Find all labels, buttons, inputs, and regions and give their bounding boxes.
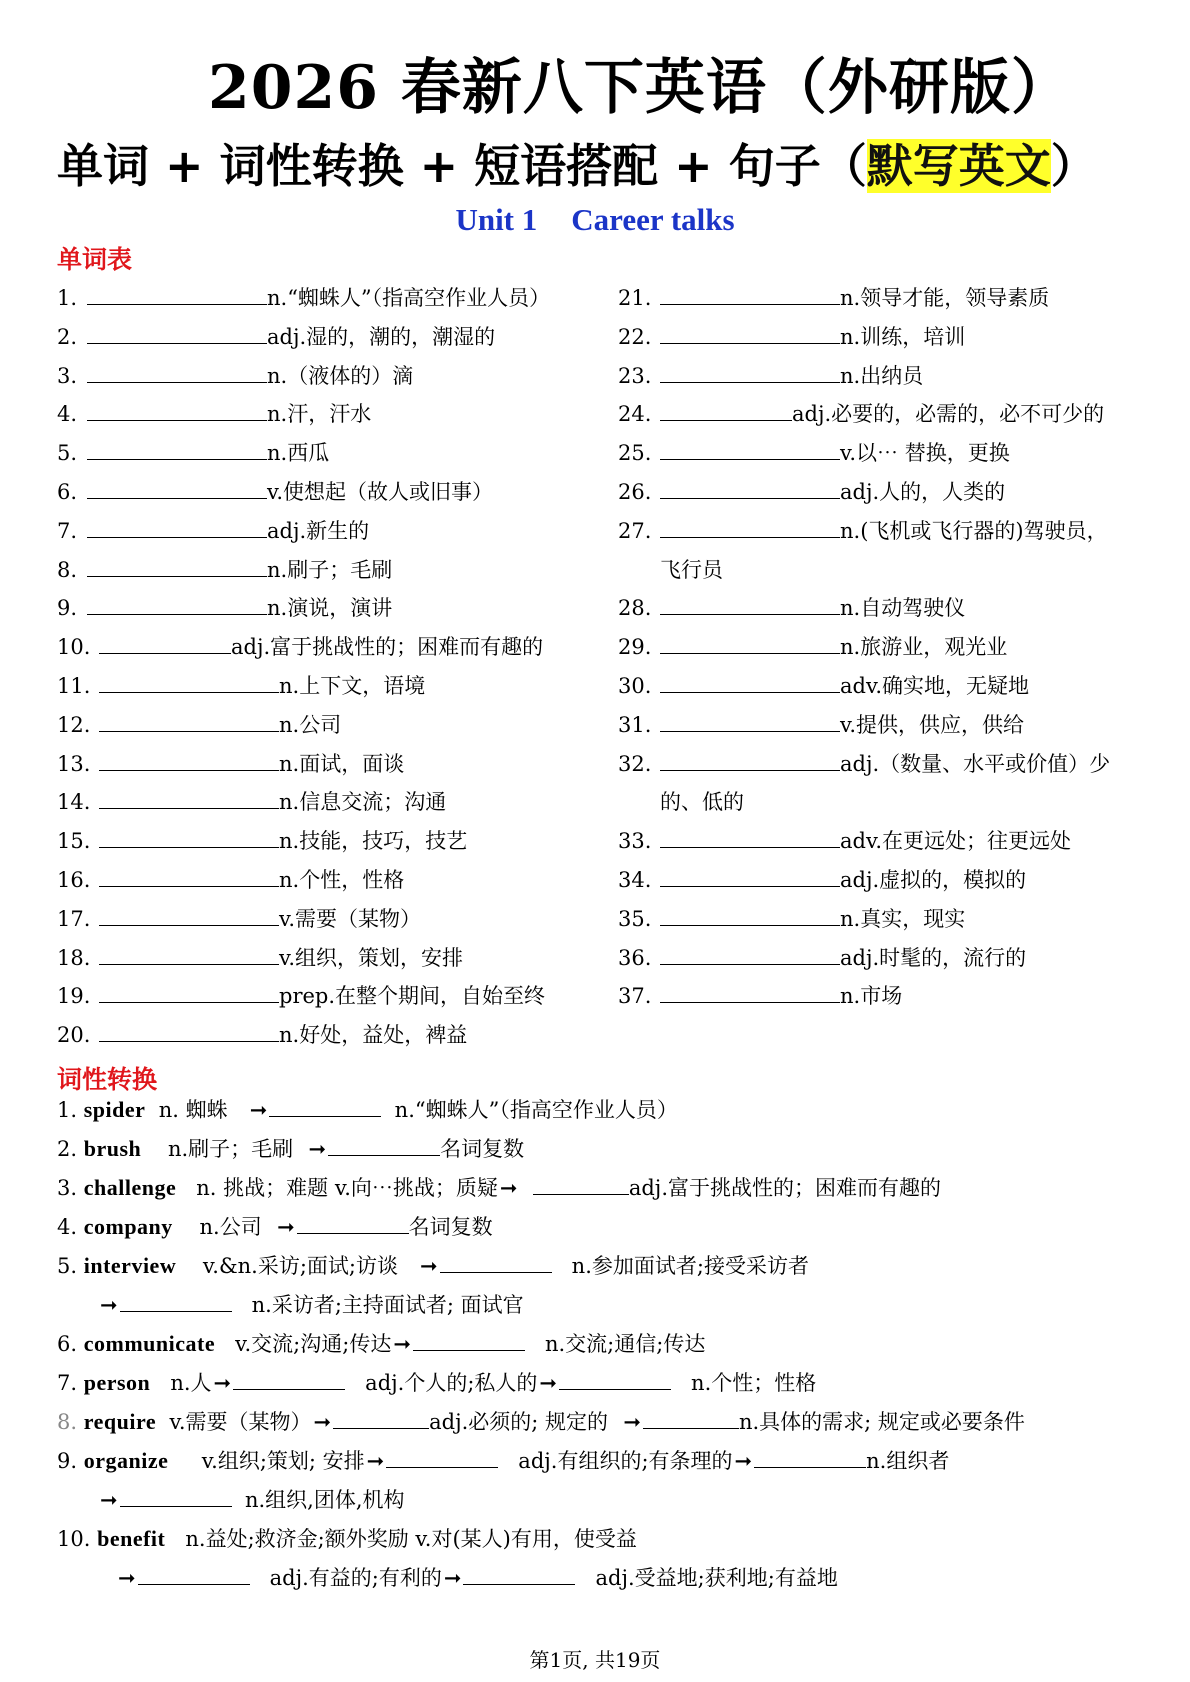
word-form-item-9: 9. organize v.组织;策划; 安排➞ adj.有组织的;有条理的➞ n.组织者 xyxy=(57,1442,949,1480)
word-form-item-8: 8. require v.需要（某物）➞ adj.必须的; 规定的 ➞ n.具体的需求; 规定或必要条件 xyxy=(57,1403,1025,1441)
vocab-definition: n.出纳员 xyxy=(840,363,924,388)
vocab-item xyxy=(618,862,1026,898)
vocab-number: 32. xyxy=(618,751,652,776)
vocab-definition: n.市场 xyxy=(840,984,903,1009)
arrow-icon: ➞ xyxy=(313,1410,332,1434)
word-form-item-9-cont: ➞ n.组织,团体,机构 xyxy=(98,1481,405,1519)
arrow-icon: ➞ xyxy=(499,1176,518,1200)
vocab-item xyxy=(57,435,329,471)
vocab-item xyxy=(57,746,404,782)
vocab-definition: v.使想起（故人或旧事） xyxy=(267,480,494,504)
answer-blank[interactable] xyxy=(87,396,267,421)
answer-blank[interactable] xyxy=(87,552,267,577)
vocab-item xyxy=(618,435,1010,471)
vocab-item xyxy=(618,823,1071,859)
word-form-item-5-cont: ➞ n.采访者;主持面试者; 面试官 xyxy=(98,1286,524,1324)
vocab-definition: n.(飞机或飞行器的)驾驶员， xyxy=(840,518,1108,543)
vocab-definition: adj.必要的，必需的，必不可少的 xyxy=(792,402,1105,427)
answer-blank[interactable] xyxy=(463,1560,575,1585)
vocab-item xyxy=(618,978,902,1014)
vocab-definition: prep.在整个期间，自始至终 xyxy=(279,984,546,1009)
answer-blank[interactable] xyxy=(120,1287,232,1312)
vocab-item xyxy=(57,940,463,976)
vocab-number: 34. xyxy=(618,868,652,892)
vocab-definition-continued: 的、低的 xyxy=(660,790,744,815)
word-form-item-10: 10. benefit n.益处;救济金;额外奖励 v.对(某人)有用，使受益 xyxy=(57,1526,637,1551)
vocab-item xyxy=(57,668,425,704)
arrow-icon: ➞ xyxy=(734,1449,753,1473)
answer-blank[interactable] xyxy=(333,1404,429,1429)
answer-blank[interactable] xyxy=(754,1443,866,1468)
vocab-number: 31. xyxy=(618,712,652,737)
vocab-definition-continued: 飞行员 xyxy=(660,557,723,582)
word-form-section-heading: 词性转换 xyxy=(57,1065,158,1094)
vocab-definition: v.组织，策划，安排 xyxy=(279,945,464,970)
vocab-definition: v.以⋯ 替换，更换 xyxy=(840,441,1010,466)
answer-blank[interactable] xyxy=(660,978,840,1003)
arrow-icon: ➞ xyxy=(308,1137,327,1161)
answer-blank[interactable] xyxy=(660,823,840,848)
arrow-icon: ➞ xyxy=(623,1410,641,1434)
vocab-number: 13. xyxy=(57,751,91,776)
answer-blank[interactable] xyxy=(660,707,840,732)
answer-blank[interactable] xyxy=(99,746,279,771)
vocab-number: 30. xyxy=(618,674,652,698)
vocab-item xyxy=(57,280,550,316)
vocab-number: 20. xyxy=(57,1023,91,1048)
answer-blank[interactable] xyxy=(99,1017,279,1042)
vocab-number: 26. xyxy=(618,480,652,504)
vocab-definition: n.自动驾驶仪 xyxy=(840,596,966,621)
answer-blank[interactable] xyxy=(297,1209,409,1234)
arrow-icon: ➞ xyxy=(100,1488,118,1512)
vocab-number: 29. xyxy=(618,635,652,660)
vocab-definition: adv.在更远处；往更远处 xyxy=(840,829,1072,854)
vocab-number: 21. xyxy=(618,286,652,310)
vocab-definition: adj.（数量、水平或价值）少 xyxy=(840,751,1111,776)
arrow-icon: ➞ xyxy=(249,1098,268,1122)
answer-blank[interactable] xyxy=(643,1404,739,1429)
vocab-item xyxy=(618,319,965,355)
vocab-definition: n.公司 xyxy=(279,712,342,737)
vocab-number: 24. xyxy=(618,402,652,427)
answer-blank[interactable] xyxy=(138,1560,250,1585)
vocab-definition: n.面试，面谈 xyxy=(279,751,405,776)
answer-blank[interactable] xyxy=(660,862,840,887)
vocab-item xyxy=(618,396,1104,432)
arrow-icon: ➞ xyxy=(539,1371,558,1395)
answer-blank[interactable] xyxy=(87,280,267,305)
answer-blank[interactable] xyxy=(99,784,279,809)
vocab-definition: adj.湿的，潮的，潮湿的 xyxy=(267,324,496,349)
answer-blank[interactable] xyxy=(660,435,840,460)
answer-blank[interactable] xyxy=(660,280,840,305)
answer-blank[interactable] xyxy=(99,668,279,693)
vocab-number: 27. xyxy=(618,518,652,543)
vocab-definition: v.需要（某物） xyxy=(279,906,422,931)
arrow-icon: ➞ xyxy=(420,1254,438,1278)
vocab-number: 14. xyxy=(57,790,91,815)
arrow-icon: ➞ xyxy=(118,1566,136,1590)
answer-blank[interactable] xyxy=(99,978,279,1003)
arrow-icon: ➞ xyxy=(277,1215,295,1239)
word-form-item-7: 7. person n.人➞ adj.个人的;私人的➞ n.个性；性格 xyxy=(57,1364,816,1402)
vocab-item xyxy=(618,707,1024,743)
vocab-item xyxy=(618,358,923,394)
vocab-item xyxy=(57,978,545,1014)
vocab-definition: v.提供，供应，供给 xyxy=(840,712,1025,737)
answer-blank[interactable] xyxy=(99,707,279,732)
word-form-item-3: 3. challenge n. 挑战；难题 v.向⋯挑战；质疑➞ adj.富于挑战性的；困难而有趣的 xyxy=(57,1169,941,1207)
vocab-number: 15. xyxy=(57,829,91,854)
vocab-number: 5. xyxy=(57,441,78,466)
vocab-number: 25. xyxy=(618,441,652,466)
vocab-number: 8. xyxy=(57,557,78,582)
vocab-item xyxy=(618,590,965,626)
answer-blank[interactable] xyxy=(660,396,792,421)
vocab-number: 23. xyxy=(618,363,652,388)
vocab-definition: n.上下文，语境 xyxy=(279,674,426,698)
vocab-number: 18. xyxy=(57,945,91,970)
answer-blank[interactable] xyxy=(269,1092,381,1117)
vocab-item xyxy=(57,358,413,394)
arrow-icon: ➞ xyxy=(213,1371,232,1395)
vocab-definition: n.信息交流；沟通 xyxy=(279,790,447,815)
vocab-item xyxy=(57,707,341,743)
answer-blank[interactable] xyxy=(87,435,267,460)
answer-blank[interactable] xyxy=(660,746,840,771)
vocab-item xyxy=(618,746,1110,782)
word-form-item-6: 6. communicate v.交流;沟通;传达➞ n.交流;通信;传达 xyxy=(57,1325,705,1363)
answer-blank[interactable] xyxy=(660,590,840,615)
answer-blank[interactable] xyxy=(660,513,840,538)
answer-blank[interactable] xyxy=(87,474,267,499)
vocab-number: 9. xyxy=(57,596,78,621)
answer-blank[interactable] xyxy=(660,319,840,344)
vocab-item xyxy=(57,784,446,820)
arrow-icon: ➞ xyxy=(443,1566,462,1590)
vocab-definition: n.“蜘蛛人”（指高空作业人员） xyxy=(267,286,551,310)
answer-blank[interactable] xyxy=(87,590,267,615)
vocab-number: 7. xyxy=(57,518,78,543)
vocab-definition: n.训练，培训 xyxy=(840,324,966,349)
vocab-item xyxy=(618,474,1005,510)
vocab-definition: n.旅游业，观光业 xyxy=(840,635,1008,660)
vocab-item xyxy=(618,901,965,937)
word-form-item-5: 5. interview v.&n.采访;面试;访谈 ➞ n.参加面试者;接受采访者 xyxy=(57,1247,809,1285)
vocab-number: 1. xyxy=(57,286,78,310)
vocab-number: 33. xyxy=(618,829,652,854)
vocab-number: 22. xyxy=(618,324,652,349)
arrow-icon: ➞ xyxy=(100,1293,118,1317)
word-form-item-10-cont: ➞ adj.有益的;有利的➞ adj.受益地;获利地;有益地 xyxy=(116,1559,838,1597)
answer-blank[interactable] xyxy=(660,940,840,965)
arrow-icon: ➞ xyxy=(393,1332,411,1356)
vocab-item xyxy=(618,668,1029,704)
vocab-definition: n.刷子；毛刷 xyxy=(267,557,393,582)
answer-blank[interactable] xyxy=(533,1170,629,1195)
vocab-item xyxy=(57,1017,467,1053)
vocab-number: 17. xyxy=(57,906,91,931)
vocab-item xyxy=(57,552,392,588)
word-form-item-4: 4. company n.公司 ➞ 名词复数 xyxy=(57,1208,493,1246)
vocab-definition: n.西瓜 xyxy=(267,441,330,466)
subtitle-highlight: 默写英文 xyxy=(866,139,1051,193)
vocab-number: 16. xyxy=(57,868,91,892)
answer-blank[interactable] xyxy=(99,901,279,926)
unit-heading: Unit 1 Career talks xyxy=(455,202,735,237)
vocab-number: 12. xyxy=(57,712,91,737)
vocab-definition: n.真实，现实 xyxy=(840,906,966,931)
vocab-item xyxy=(57,901,421,937)
vocab-item xyxy=(57,823,467,859)
vocab-item xyxy=(618,629,1007,665)
vocab-definition: adj.富于挑战性的；困难而有趣的 xyxy=(231,635,544,660)
vocab-definition: adj.新生的 xyxy=(267,518,370,543)
vocab-number: 19. xyxy=(57,984,91,1009)
vocab-item xyxy=(57,396,371,432)
arrow-icon: ➞ xyxy=(366,1449,385,1473)
vocab-definition: n.汗，汗水 xyxy=(267,402,372,427)
vocab-item xyxy=(618,513,1108,549)
vocab-item xyxy=(57,629,543,665)
vocab-number: 2. xyxy=(57,324,78,349)
vocab-definition: adj.人的，人类的 xyxy=(840,480,1006,504)
answer-blank[interactable] xyxy=(660,668,840,693)
vocab-definition: n.技能，技巧，技艺 xyxy=(279,829,468,854)
vocab-definition: n.好处，益处，裨益 xyxy=(279,1023,468,1048)
word-form-item-1: 1. spider n. 蜘蛛 ➞ n.“蜘蛛人”（指高空作业人员） xyxy=(57,1091,678,1129)
vocab-number: 37. xyxy=(618,984,652,1009)
vocab-definition: adj.时髦的，流行的 xyxy=(840,945,1027,970)
page-subtitle: 单词 + 词性转换 + 短语搭配 + 句子（默写英文） xyxy=(57,139,1097,193)
answer-blank[interactable] xyxy=(99,823,279,848)
vocab-item xyxy=(57,590,392,626)
vocab-number: 36. xyxy=(618,945,652,970)
answer-blank[interactable] xyxy=(87,319,267,344)
vocab-number: 28. xyxy=(618,596,652,621)
vocab-item xyxy=(57,862,404,898)
vocab-definition: n.领导才能，领导素质 xyxy=(840,286,1050,310)
vocab-number: 11. xyxy=(57,674,91,698)
vocab-section-heading: 单词表 xyxy=(57,245,133,274)
answer-blank[interactable] xyxy=(328,1131,440,1156)
answer-blank[interactable] xyxy=(233,1365,345,1390)
answer-blank[interactable] xyxy=(660,901,840,926)
answer-blank[interactable] xyxy=(660,358,840,383)
vocab-definition: n.（液体的）滴 xyxy=(267,363,414,388)
page-title: 2026 春新八下英语（外研版） xyxy=(208,53,1072,123)
vocab-definition: adv.确实地，无疑地 xyxy=(840,674,1030,698)
answer-blank[interactable] xyxy=(99,629,231,654)
vocab-item xyxy=(618,940,1026,976)
vocab-definition: n.个性，性格 xyxy=(279,868,405,892)
answer-blank[interactable] xyxy=(559,1365,671,1390)
vocab-number: 4. xyxy=(57,402,78,427)
answer-blank[interactable] xyxy=(413,1326,525,1351)
answer-blank[interactable] xyxy=(99,940,279,965)
answer-blank[interactable] xyxy=(87,358,267,383)
vocab-definition: n.演说，演讲 xyxy=(267,596,393,621)
vocab-item xyxy=(57,513,369,549)
answer-blank[interactable] xyxy=(120,1482,232,1507)
page-footer: 第1页, 共19页 xyxy=(529,1648,661,1672)
answer-blank[interactable] xyxy=(440,1248,552,1273)
word-form-item-2: 2. brush n.刷子；毛刷 ➞ 名词复数 xyxy=(57,1130,524,1168)
vocab-number: 6. xyxy=(57,480,78,504)
vocab-item xyxy=(57,319,495,355)
vocab-number: 35. xyxy=(618,906,652,931)
vocab-item xyxy=(618,280,1049,316)
answer-blank[interactable] xyxy=(660,474,840,499)
vocab-definition: adj.虚拟的，模拟的 xyxy=(840,868,1027,892)
answer-blank[interactable] xyxy=(660,629,840,654)
answer-blank[interactable] xyxy=(99,862,279,887)
answer-blank[interactable] xyxy=(386,1443,498,1468)
vocab-number: 3. xyxy=(57,363,78,388)
vocab-number: 10. xyxy=(57,635,91,660)
vocab-item xyxy=(57,474,493,510)
answer-blank[interactable] xyxy=(87,513,267,538)
